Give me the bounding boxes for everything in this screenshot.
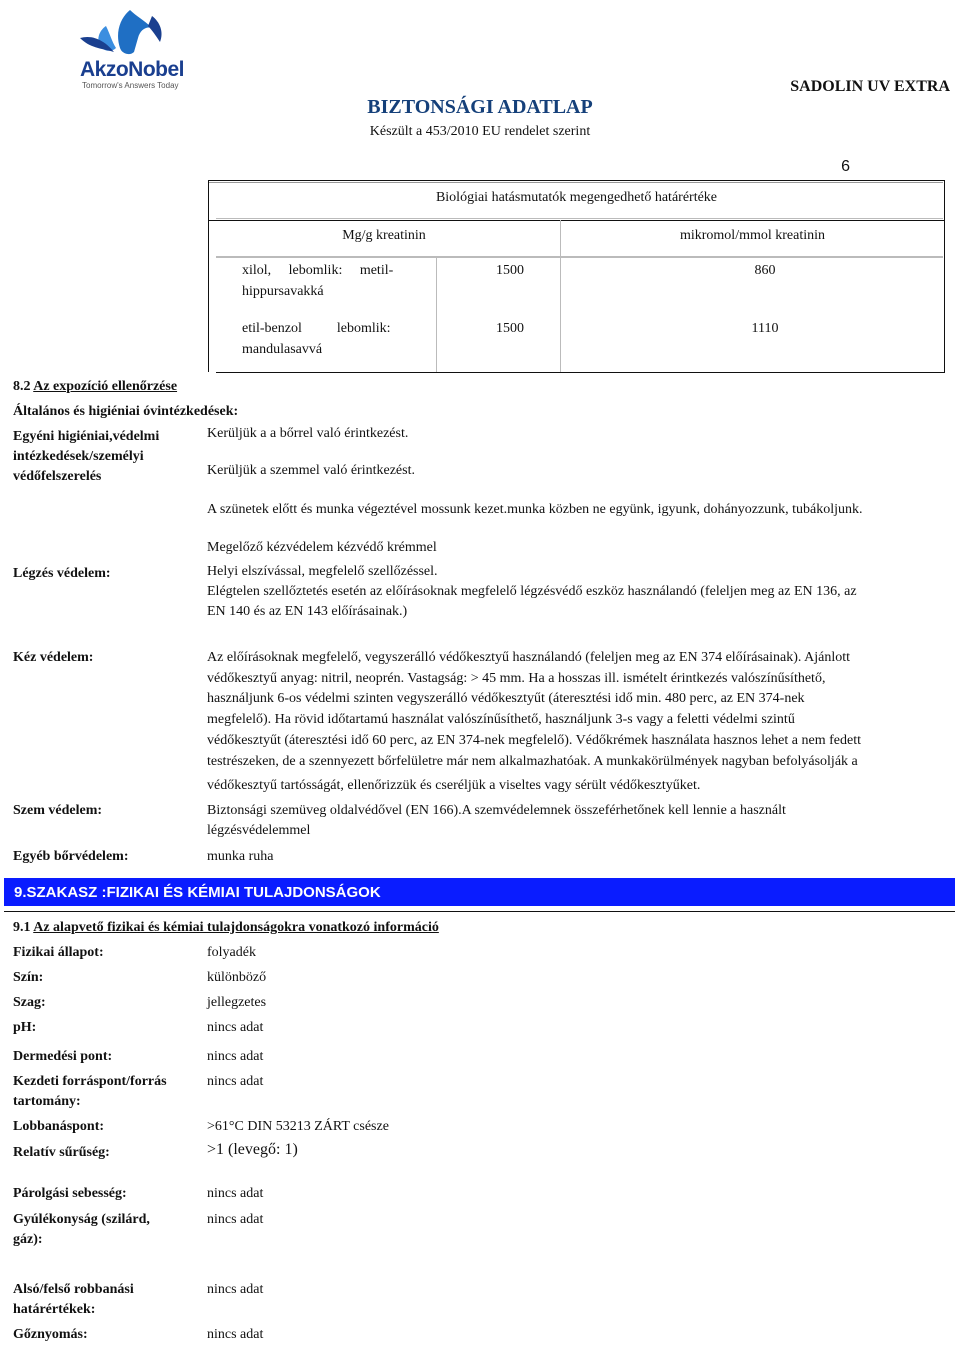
column-header: mikromol/mmol kreatinin <box>679 228 826 243</box>
logo-tagline: Tomorrow's Answers Today <box>82 81 179 90</box>
property-label: Szín: <box>13 970 44 985</box>
personal-line: Megelőző kézvédelem kézvédő krémmel <box>207 540 437 555</box>
eye-protection-label: Szem védelem: <box>13 803 103 818</box>
personal-line: Kerüljük a szemmel való érintkezést. <box>207 463 415 478</box>
table-cell: xilol, lebomlik: metil- <box>242 263 394 278</box>
property-value: különböző <box>207 970 267 985</box>
table-cell: 860 <box>754 263 776 278</box>
property-label: Lobbanáspont: <box>13 1119 105 1134</box>
table-title: Biológiai hatásmutatók megengedhető határértéke <box>435 190 718 205</box>
property-label: Alsó/felső robbanási határértékek: <box>13 1282 134 1317</box>
product-name: SADOLIN UV EXTRA <box>790 78 950 95</box>
property-value: nincs adat <box>207 1282 264 1297</box>
hand-protection-label: Kéz védelem: <box>13 650 94 665</box>
table-cell: mandulasavvá <box>242 342 323 357</box>
property-label: pH: <box>13 1020 37 1035</box>
property-label: Fizikai állapot: <box>13 945 104 960</box>
table-cell: etil-benzol lebomlik: <box>242 321 391 336</box>
skin-protection-value: munka ruha <box>207 849 274 864</box>
biological-limits-table <box>208 180 945 372</box>
property-value: nincs adat <box>207 1327 264 1342</box>
hand-protection-text: Az előírásoknak megfelelő, vegyszerálló védőkesztyű használandó (feleljen meg az EN 374 előírásainak). Ajánlott védőkesztyű anyag: nitril, neoprén. Vastagság: > 45 mm. Ha a hosszas ill. ismételt érintkezés valószínűsíthető, használjunk 6-os védelmi szinten vegyszerálló védőkesztyűt (áteresztési idő min. 480 perc, az EN 374-nek megfelelő). Ha rövid időtartamú használat valószínűsíthető, használjunk 3-s vagy a feletti védelmi szintű védőkesztyűt (áteresztési idő 60 perc, az EN 374-nek megfelelő). Védőkrémek használata hasznos lehet a nem fedett testrészeken, de a szennyezett bőrfelületre már nem alkalmazhatóak. A munkakörülmények nagyban befolyásolják a védőkesztyű tartósságát, ellenőrizzük és cseréljük a viseltes vagy sérült védőkesztyűket. <box>207 650 861 794</box>
table-cell: 1500 <box>496 263 524 278</box>
table-cell: 1110 <box>751 321 779 336</box>
property-label: Gyúlékonyság (szilárd, gáz): <box>13 1212 150 1247</box>
document-subtitle: Készült a 453/2010 EU rendelet szerint <box>369 124 591 139</box>
property-value: nincs adat <box>207 1049 264 1064</box>
general-precautions-label: Általános és higiéniai óvintézkedések: <box>13 404 239 419</box>
property-value: >1 (levegő: 1) <box>207 1141 298 1158</box>
property-value: jellegzetes <box>207 995 267 1010</box>
personal-line: Kerüljük a a bőrrel való érintkezést. <box>207 426 409 441</box>
section-9-bar: 9.SZAKASZ :FIZIKAI ÉS KÉMIAI TULAJDONSÁGOK <box>4 878 955 906</box>
property-label: Szag: <box>13 995 46 1010</box>
table-cell: hippursavakká <box>242 284 324 299</box>
personal-line: A szünetek előtt és munka végeztével mossunk kezet.munka közben ne együnk, igyunk, dohányozzunk, tubákoljunk. <box>207 502 863 517</box>
subsection-heading: 9.1 Az alapvető fizikai és kémiai tulajdonságokra vonatkozó információ <box>13 920 439 935</box>
section-heading: 8.2 Az expozíció ellenőrzése <box>13 379 178 394</box>
property-label: Párolgási sebesség: <box>13 1186 127 1201</box>
property-value: nincs adat <box>207 1074 264 1089</box>
property-label: Dermedési pont: <box>13 1049 113 1064</box>
respiratory-label: Légzés védelem: <box>13 566 111 581</box>
property-value: folyadék <box>207 945 256 960</box>
logo-wordmark: AkzoNobel <box>80 58 185 81</box>
document-title: BIZTONSÁGI ADATLAP <box>367 96 593 118</box>
property-value: nincs adat <box>207 1020 264 1035</box>
personal-protection-label: Egyéni higiéniai,védelmi intézkedések/személyi védőfelszerelés <box>13 429 160 484</box>
property-label: Gőznyomás: <box>13 1327 88 1342</box>
property-label: Kezdeti forráspont/forrás tartomány: <box>13 1074 167 1109</box>
property-value: nincs adat <box>207 1212 264 1227</box>
page-number: 6 <box>841 158 850 175</box>
table-cell: 1500 <box>496 321 524 336</box>
respiratory-text: Helyi elszívással, megfelelő szellőzéssel. Elégtelen szellőztetés esetén az előírásoknak megfelelő légzésvédő eszköz használandó (feleljen meg az EN 136, az EN 140 és az EN 143 előírásainak.) <box>207 564 857 619</box>
property-label: Relatív sűrűség: <box>13 1145 110 1160</box>
skin-protection-label: Egyéb bőrvédelem: <box>13 849 129 864</box>
property-value: >61°C DIN 53213 ZÁRT csésze <box>207 1119 389 1134</box>
column-header: Mg/g kreatinin <box>342 228 426 243</box>
property-value: nincs adat <box>207 1186 264 1201</box>
eye-protection-text: Biztonsági szemüveg oldalvédővel (EN 166).A szemvédelemnek összeférhetőnek kell lennie a használt légzésvédelemmel <box>207 803 786 838</box>
